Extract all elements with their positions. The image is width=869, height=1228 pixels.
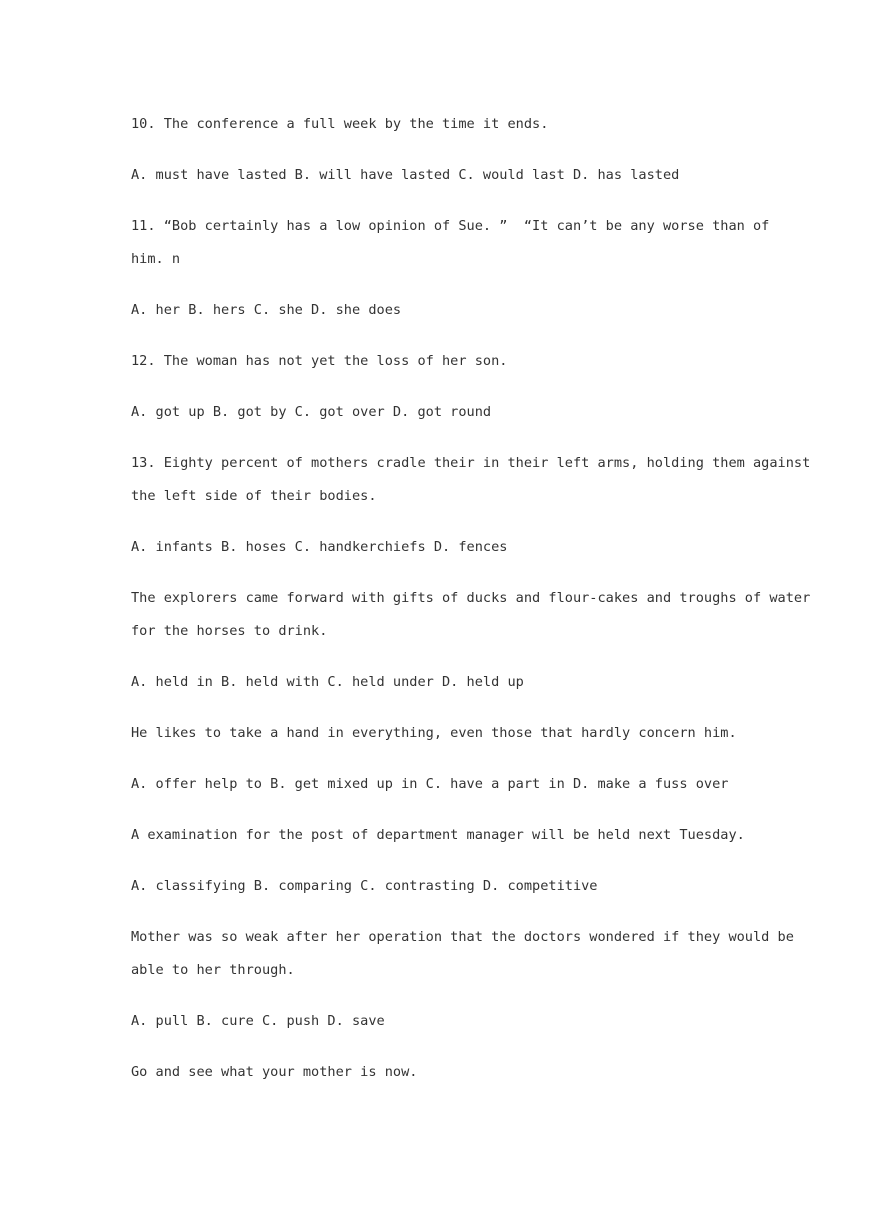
question-11-stem-line-1: 11. “Bob certainly has a low opinion of Sue. ” “It can’t be any worse than of — [131, 218, 770, 234]
question-14-stem-line-1: The explorers came forward with gifts of ducks and flour-cakes and troughs of water — [131, 590, 811, 606]
question-17-options: A. pull B. cure C. push D. save — [131, 1013, 385, 1029]
question-10-stem: 10. The conference a full week by the time it ends. — [131, 116, 549, 132]
question-14-stem-line-2: for the horses to drink. — [131, 623, 328, 639]
question-13-stem-line-2: the left side of their bodies. — [131, 488, 377, 504]
question-13-stem-line-1: 13. Eighty percent of mothers cradle their in their left arms, holding them against — [131, 455, 811, 471]
question-13-options: A. infants B. hoses C. handkerchiefs D. fences — [131, 539, 508, 555]
question-16-options: A. classifying B. comparing C. contrasting D. competitive — [131, 878, 598, 894]
question-17-stem-line-1: Mother was so weak after her operation that the doctors wondered if they would be — [131, 929, 794, 945]
question-14-options: A. held in B. held with C. held under D. held up — [131, 674, 524, 690]
question-15-options: A. offer help to B. get mixed up in C. have a part in D. make a fuss over — [131, 776, 729, 792]
question-11-options: A. her B. hers C. she D. she does — [131, 302, 402, 318]
question-18-stem: Go and see what your mother is now. — [131, 1064, 418, 1080]
question-12-stem: 12. The woman has not yet the loss of her son. — [131, 353, 508, 369]
question-16-stem: A examination for the post of department manager will be held next Tuesday. — [131, 827, 745, 843]
document-page — [131, 108, 811, 1089]
question-17-stem-line-2: able to her through. — [131, 962, 295, 978]
question-12-options: A. got up B. got by C. got over D. got round — [131, 404, 492, 420]
question-11-stem-line-2: him. n — [131, 251, 181, 267]
question-10-options: A. must have lasted B. will have lasted C. would last D. has lasted — [131, 167, 680, 183]
question-15-stem: He likes to take a hand in everything, even those that hardly concern him. — [131, 725, 737, 741]
